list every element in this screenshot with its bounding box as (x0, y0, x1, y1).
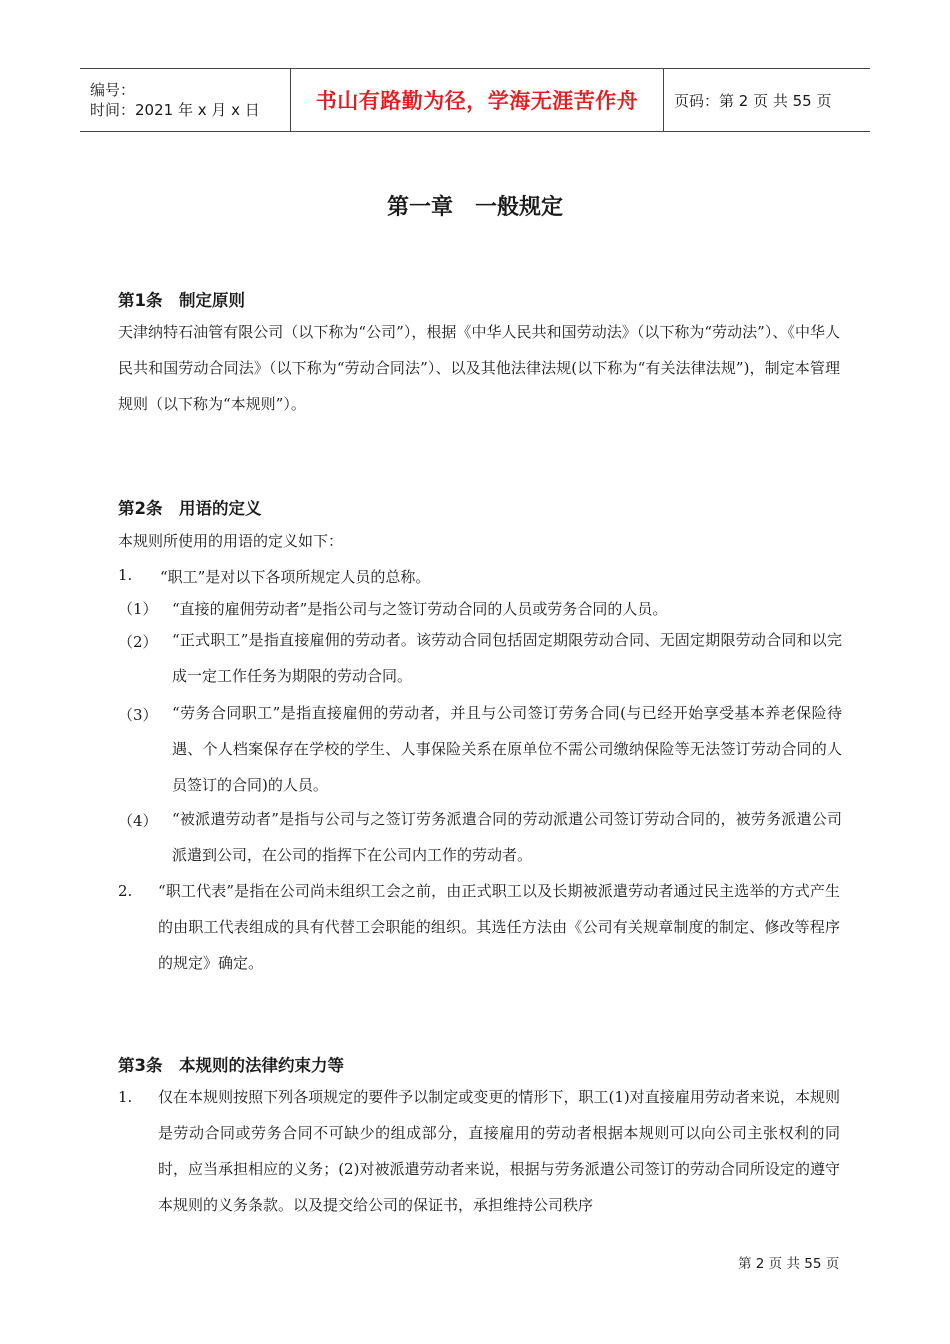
article-1-title: 第1条 制定原则 (118, 291, 245, 310)
item-2-number: 2. (118, 882, 133, 900)
sub-2-number: （2） (118, 633, 158, 651)
article-3-item-1-number: 1. (118, 1088, 133, 1106)
article-3-item-1-text: 仅在本规则按照下列各项规定的要件予以制定或变更的情形下，职工(1)对直接雇用劳动者来说，本规则是劳动合同或劳务合同不可缺少的组成部分，直接雇用的劳动者根据本规则可以向公司主张权利的同时，应当承担相应的义务；(2)对被派遣劳动者来说，根据与劳务派遣公司签订的劳动合同所设定的遵守本规则的义务条款。以及提交给公司的保证书，承担维持公司秩序 (158, 1088, 840, 1214)
article-2-intro: 本规则所使用的用语的定义如下： (118, 532, 344, 550)
page-header (80, 68, 870, 132)
sub-2-text: “正式职工”是指直接雇佣的劳动者。该劳动合同包括固定期限劳动合同、无固定期限劳动合同和以完成一定工作任务为期限的劳动合同。 (172, 631, 842, 685)
sub-1-text: “直接的雇佣劳动者”是指公司与之签订劳动合同的人员或劳务合同的人员。 (172, 600, 668, 618)
chapter-title: 第一章 一般规定 (386, 195, 563, 220)
page-footer: 第 2 页 共 55 页 (738, 1256, 840, 1272)
article-1-body: 天津纳特石油管有限公司（以下称为“公司”），根据《中华人民共和国劳动法》（以下称为“劳动法”）、《中华人民共和国劳动合同法》（以下称为“劳动合同法”）、以及其他法律法规(以下称为“有关法律法规”)，制定本管理规则（以下称为“本规则”）。 (118, 323, 840, 413)
sub-4-text: “被派遣劳动者”是指与公司与之签订劳务派遣合同的劳动派遣公司签订劳动合同的，被劳务派遣公司派遣到公司，在公司的指挥下在公司内工作的劳动者。 (172, 810, 842, 864)
number-label: 编号： (90, 81, 136, 99)
header-meta (80, 69, 291, 131)
sub-3-number: （3） (118, 706, 158, 724)
item-1-number: 1. (118, 566, 133, 584)
time-label: 时间：2021 年 x 月 x 日 (90, 101, 260, 119)
article-2-title: 第2条 用语的定义 (118, 499, 262, 518)
article-3-title: 第3条 本规则的法律约束力等 (118, 1056, 344, 1075)
page-label: 页码：第 2 页 共 55 页 (674, 91, 832, 110)
sub-4-number: （4） (118, 812, 158, 830)
sub-3-text: “劳务合同职工”是指直接雇佣的劳动者，并且与公司签订劳务合同(与已经开始享受基本养老保险待遇、个人档案保存在学校的学生、人事保险关系在原单位不需公司缴纳保险等无法签订劳动合同的人员签订的合同)的人员。 (172, 704, 842, 794)
header-motto-cell (291, 69, 664, 131)
motto: 书山有路勤为径，学海无涯苦作舟 (315, 89, 639, 113)
header-page-cell (664, 69, 870, 131)
item-1-text: “职工”是对以下各项所规定人员的总称。 (160, 568, 431, 586)
item-2-text: “职工代表”是指在公司尚未组织工会之前，由正式职工以及长期被派遣劳动者通过民主选举的方式产生的由职工代表组成的具有代替工会职能的组织。其选任方法由《公司有关规章制度的制定、修改等程序的规定》确定。 (158, 882, 840, 972)
sub-1-number: （1） (118, 600, 158, 618)
